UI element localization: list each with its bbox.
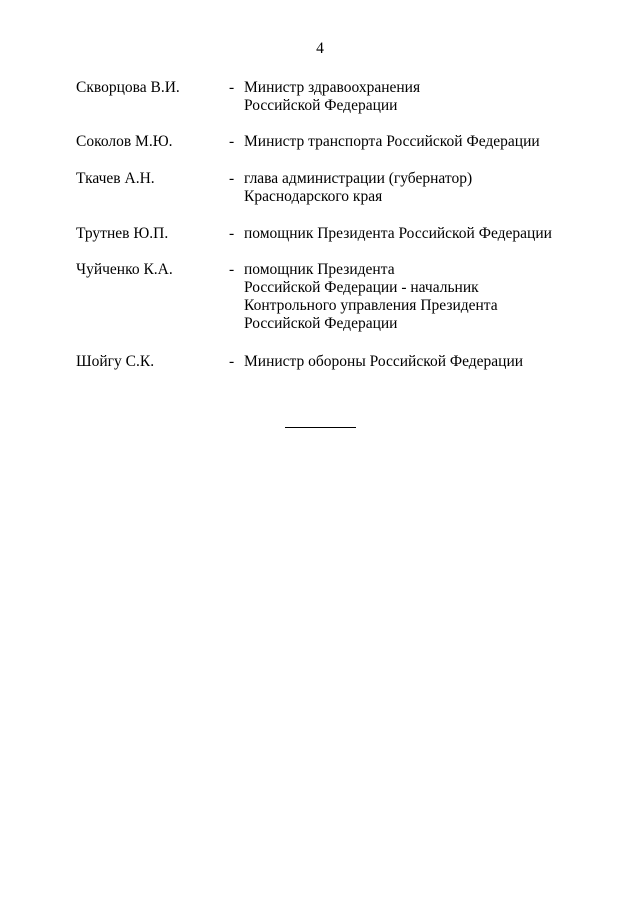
member-dash: - bbox=[229, 353, 235, 370]
member-name: Трутнев Ю.П. bbox=[76, 225, 169, 242]
position-line: Российской Федерации bbox=[244, 315, 398, 332]
position-line: Министр здравоохранения bbox=[244, 79, 421, 96]
position-line: Российской Федерации bbox=[244, 97, 398, 114]
member-name: Ткачев А.Н. bbox=[76, 170, 155, 187]
member-name: Шойгу С.К. bbox=[76, 353, 155, 370]
member-dash: - bbox=[229, 79, 235, 96]
member-name: Чуйченко К.А. bbox=[76, 261, 173, 278]
member-position bbox=[244, 225, 614, 243]
position-line: Министр транспорта Российской Федерации bbox=[244, 133, 540, 150]
member-position bbox=[244, 79, 614, 115]
member-position bbox=[244, 170, 614, 206]
end-divider bbox=[285, 427, 356, 428]
member-dash: - bbox=[229, 225, 235, 242]
position-line: Российской Федерации - начальник bbox=[244, 279, 479, 296]
member-dash: - bbox=[229, 133, 235, 150]
member-name: Скворцова В.И. bbox=[76, 79, 180, 96]
position-line: Министр обороны Российской Федерации bbox=[244, 353, 524, 370]
position-line: Краснодарского края bbox=[244, 188, 383, 205]
member-dash: - bbox=[229, 261, 235, 278]
position-line: помощник Президента Российской Федерации bbox=[244, 225, 552, 242]
position-line: Контрольного управления Президента bbox=[244, 297, 498, 314]
position-line: помощник Президента bbox=[244, 261, 395, 278]
page-number: 4 bbox=[316, 40, 324, 57]
member-position bbox=[244, 133, 614, 151]
position-line: глава администрации (губернатор) bbox=[244, 170, 473, 187]
member-position bbox=[244, 353, 614, 371]
member-position bbox=[244, 261, 614, 333]
member-dash: - bbox=[229, 170, 235, 187]
member-name: Соколов М.Ю. bbox=[76, 133, 173, 150]
